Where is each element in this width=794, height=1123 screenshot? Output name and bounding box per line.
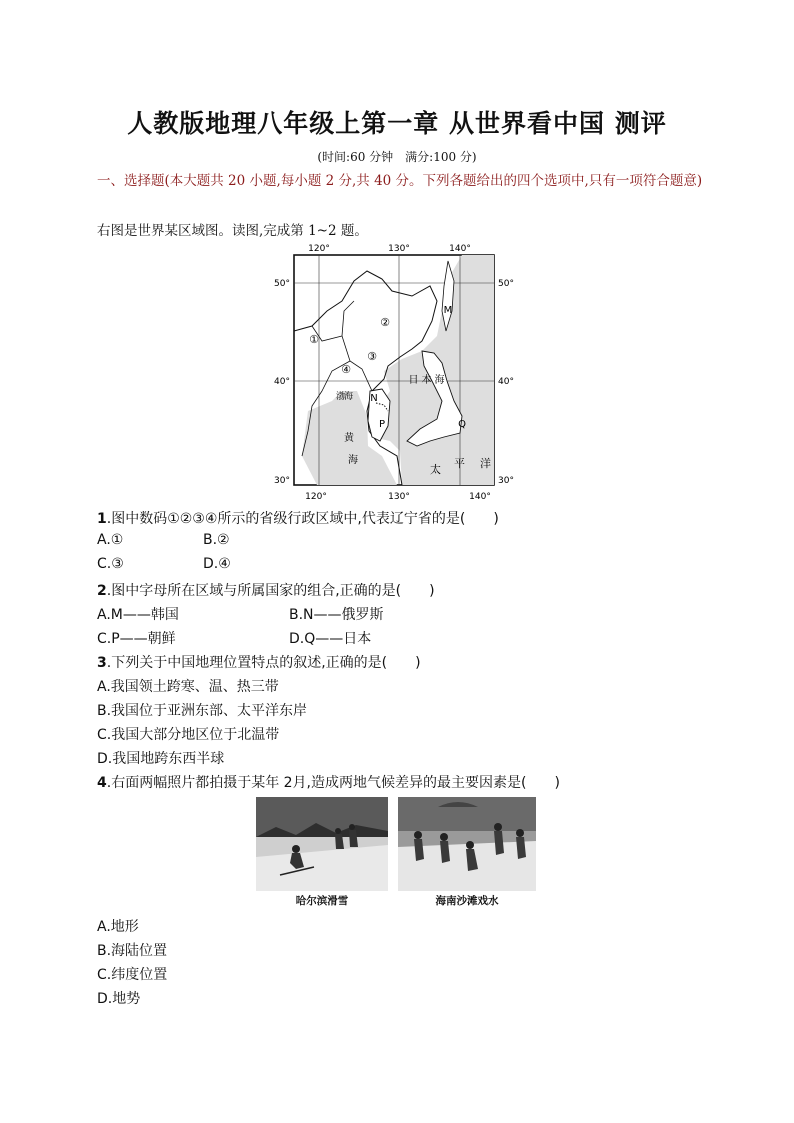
- question-3: [97, 652, 421, 672]
- hainan-caption: 海南沙滩戏水: [435, 895, 499, 907]
- q1-option-c[interactable]: C.③: [97, 556, 124, 572]
- label-sea-of-japan: 日本海: [408, 375, 448, 386]
- q3-option-d[interactable]: D.我国地跨东西半球: [97, 751, 225, 767]
- label-pacific-3: 洋: [480, 457, 491, 470]
- label-pacific-1: 太: [430, 463, 441, 476]
- section-heading: 一、选择题(本大题共 20 小题,每小题 2 分,共 40 分。下列各题给出的四个选项中,只有一项符合题意): [97, 173, 703, 189]
- label-pacific-2: 平: [454, 457, 465, 470]
- marker-Q: Q: [458, 419, 466, 430]
- lon-label-bottom-140: 140°: [469, 492, 491, 502]
- q2-option-a[interactable]: A.M——韩国: [97, 607, 179, 623]
- question-2: [97, 580, 435, 600]
- lat-label-right-40: 40°: [498, 377, 514, 387]
- q4-option-d[interactable]: D.地势: [97, 991, 141, 1007]
- marker-N: N: [370, 393, 378, 404]
- q2-option-d[interactable]: D.Q——日本: [289, 631, 372, 647]
- q3-option-b[interactable]: B.我国位于亚洲东部、太平洋东岸: [97, 703, 308, 719]
- lon-label-top-130: 130°: [388, 244, 410, 254]
- lat-label-left-50: 50°: [274, 279, 290, 289]
- harbin-caption: 哈尔滨滑雪: [295, 895, 349, 907]
- lat-label-right-30: 30°: [498, 476, 514, 486]
- question-1: [97, 508, 499, 528]
- question-2-text: .图中字母所在区域与所属国家的组合,正确的是( ): [106, 583, 435, 599]
- q1-option-b[interactable]: B.②: [203, 532, 230, 548]
- q1-option-a[interactable]: A.①: [97, 532, 124, 548]
- q1-option-d[interactable]: D.④: [203, 556, 231, 572]
- question-1-number: 1: [97, 511, 107, 527]
- region-map: [272, 241, 522, 503]
- map-intro: 右图是世界某区域图。读图,完成第 1~2 题。: [97, 223, 368, 239]
- q3-option-a[interactable]: A.我国领土跨寒、温、热三带: [97, 679, 279, 695]
- q2-option-c[interactable]: C.P——朝鲜: [97, 631, 176, 647]
- hainan-beach-photo: [398, 797, 536, 891]
- lon-label-bottom-130: 130°: [388, 492, 410, 502]
- marker-3: ③: [367, 350, 377, 363]
- question-4: [97, 772, 560, 792]
- q4-option-a[interactable]: A.地形: [97, 919, 139, 935]
- label-bohai-2: 海: [344, 392, 354, 402]
- label-bohai-1: 渤: [336, 392, 346, 402]
- q3-option-c[interactable]: C.我国大部分地区位于北温带: [97, 727, 280, 743]
- q4-option-c[interactable]: C.纬度位置: [97, 967, 168, 983]
- lat-label-right-50: 50°: [498, 279, 514, 289]
- lat-label-left-40: 40°: [274, 377, 290, 387]
- marker-4: ④: [341, 363, 351, 376]
- lon-label-top-140: 140°: [449, 244, 471, 254]
- q2-option-b[interactable]: B.N——俄罗斯: [289, 607, 384, 623]
- q4-option-b[interactable]: B.海陆位置: [97, 943, 168, 959]
- marker-2: ②: [380, 316, 390, 329]
- question-3-number: 3: [97, 655, 107, 671]
- harbin-skiing-photo: [256, 797, 388, 891]
- page-title: 人教版地理八年级上第一章 从世界看中国 测评: [127, 109, 667, 138]
- label-yellow-sea-1: 黄: [344, 433, 354, 444]
- marker-P: P: [378, 419, 386, 430]
- exam-info: (时间:60 分钟 满分:100 分): [317, 150, 477, 164]
- question-4-text: .右面两幅照片都拍摄于某年 2月,造成两地气候差异的最主要因素是( ): [106, 775, 560, 791]
- marker-1: ①: [309, 333, 319, 346]
- lon-label-bottom-120: 120°: [305, 492, 327, 502]
- question-1-text: .图中数码①②③④所示的省级行政区域中,代表辽宁省的是( ): [106, 511, 499, 527]
- label-yellow-sea-2: 海: [348, 455, 358, 466]
- lat-label-left-30: 30°: [274, 476, 290, 486]
- question-3-text: .下列关于中国地理位置特点的叙述,正确的是( ): [106, 655, 421, 671]
- question-2-number: 2: [97, 583, 107, 599]
- marker-M: M: [443, 305, 453, 316]
- question-4-number: 4: [97, 775, 107, 791]
- lon-label-top-120: 120°: [308, 244, 330, 254]
